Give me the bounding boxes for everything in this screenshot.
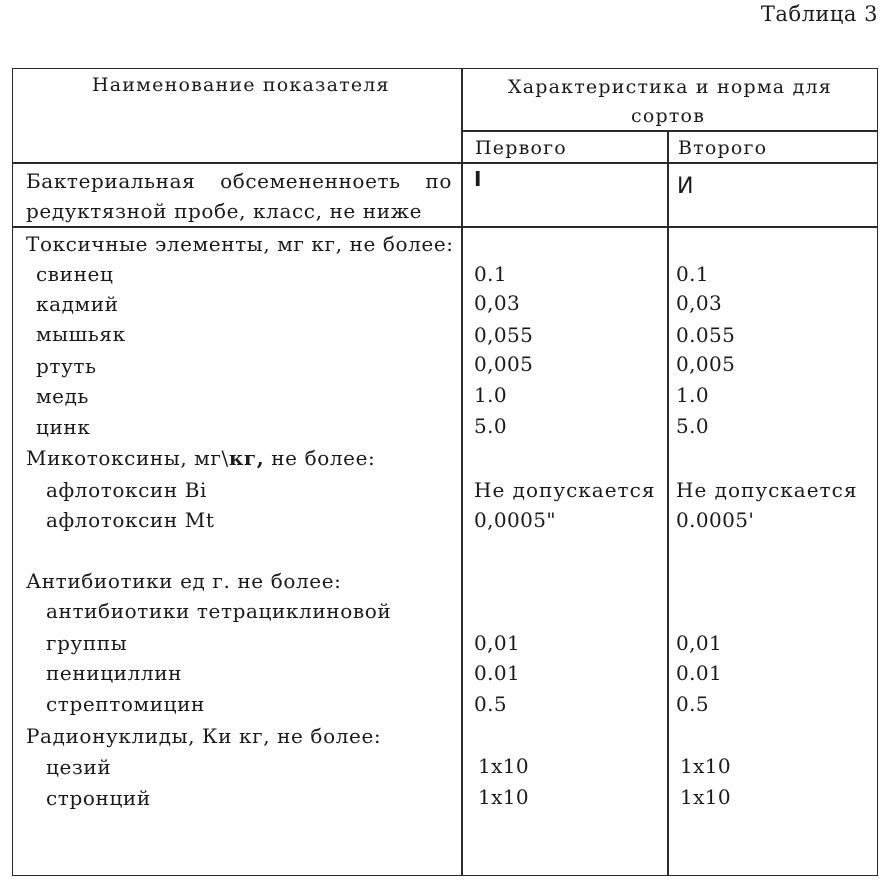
antibiotic-item-label: группы bbox=[46, 631, 128, 655]
toxic-item-label: мышьяк bbox=[36, 322, 126, 346]
radionuclide-item-label: цезий bbox=[46, 755, 112, 779]
antibiotic-item-value-second: 0.5 bbox=[676, 692, 710, 716]
toxic-item-value-first: 0.1 bbox=[474, 262, 508, 286]
mycotoxins-title-unit: кг, bbox=[228, 446, 265, 470]
column-divider-1 bbox=[461, 68, 463, 876]
bacterial-value-second: И bbox=[677, 174, 694, 199]
header-grade-first: Первого bbox=[475, 137, 567, 159]
toxic-item-value-first: 1.0 bbox=[474, 383, 508, 407]
antibiotic-item-value-first: 0.01 bbox=[474, 661, 521, 685]
column-divider-2 bbox=[667, 130, 669, 876]
toxic-item-value-second: 0,03 bbox=[676, 291, 723, 315]
antibiotic-item-label: пенициллин bbox=[46, 661, 183, 685]
mycotoxin-item-value-first: Не допускается bbox=[474, 478, 656, 502]
header-grade-second: Второго bbox=[678, 137, 768, 159]
mycotoxins-section-title bbox=[26, 443, 375, 473]
toxic-item-value-first: 0,03 bbox=[474, 291, 521, 315]
toxic-item-value-second: 5.0 bbox=[676, 414, 710, 438]
antibiotic-item-value-first: 0,01 bbox=[474, 631, 521, 655]
antibiotic-item-value-second: 0,01 bbox=[676, 631, 723, 655]
antibiotic-item-value-first: 0.5 bbox=[474, 692, 508, 716]
radionuclide-item-label: стронций bbox=[46, 786, 151, 810]
mycotoxin-item-value-second: 0.0005' bbox=[676, 508, 755, 532]
bacterial-label-line1: Бактериальная обсемененноеть по bbox=[26, 169, 452, 193]
antibiotics-section-title: Антибиотики ед г. не более: bbox=[26, 569, 342, 593]
toxic-item-label: кадмий bbox=[36, 292, 119, 316]
header-norm-line1: Характеристика и норма для bbox=[508, 76, 832, 98]
antibiotic-item-value-second: 0.01 bbox=[676, 661, 723, 685]
mycotoxin-item-value-second: Не допускается bbox=[676, 478, 858, 502]
toxic-item-value-second: 1.0 bbox=[676, 383, 710, 407]
toxic-item-value-first: 0,005 bbox=[474, 352, 534, 376]
toxic-item-value-second: 0,005 bbox=[676, 352, 736, 376]
radionuclide-item-value-first: 1x10 bbox=[478, 785, 530, 809]
mycotoxin-item-label: афлотоксин Mt bbox=[46, 508, 215, 532]
toxic-item-value-second: 0.055 bbox=[676, 323, 736, 347]
toxic-item-value-first: 0,055 bbox=[474, 323, 534, 347]
mycotoxin-item-value-first: 0,0005" bbox=[474, 508, 556, 532]
radionuclides-section-title: Радионуклиды, Ки кг, не более: bbox=[26, 724, 382, 748]
bacterial-value-first: I bbox=[474, 167, 482, 191]
header-norm-line2: сортов bbox=[631, 105, 706, 127]
bacterial-row-rule bbox=[12, 226, 878, 228]
mycotoxins-title-part: Микотоксины, мг\ bbox=[26, 446, 229, 470]
mycotoxins-title-suffix: не более: bbox=[264, 446, 376, 470]
bacterial-label-line2: редуктязной пробе, класс, не ниже bbox=[26, 199, 423, 223]
toxic-item-label: свинец bbox=[36, 262, 114, 286]
header-indicator-name: Наименование показателя bbox=[92, 74, 390, 96]
mycotoxin-item-label: афлотоксин Bi bbox=[46, 478, 208, 502]
toxic-item-value-first: 5.0 bbox=[474, 414, 508, 438]
toxic-item-label: цинк bbox=[36, 415, 91, 439]
radionuclide-item-value-second: 1x10 bbox=[680, 785, 732, 809]
radionuclide-item-value-second: 1x10 bbox=[680, 754, 732, 778]
toxic-item-value-second: 0.1 bbox=[676, 262, 710, 286]
antibiotics-group-label: антибиотики тетрациклиновой bbox=[46, 599, 392, 623]
toxic-item-label: ртуть bbox=[36, 354, 97, 378]
radionuclide-item-value-first: 1x10 bbox=[478, 754, 530, 778]
antibiotic-item-label: стрептомицин bbox=[46, 692, 205, 716]
table-caption: Таблица 3 bbox=[760, 2, 878, 26]
toxic-section-title: Токсичные элементы, мг кг, не более: bbox=[26, 232, 454, 256]
toxic-item-label: медь bbox=[36, 384, 89, 408]
